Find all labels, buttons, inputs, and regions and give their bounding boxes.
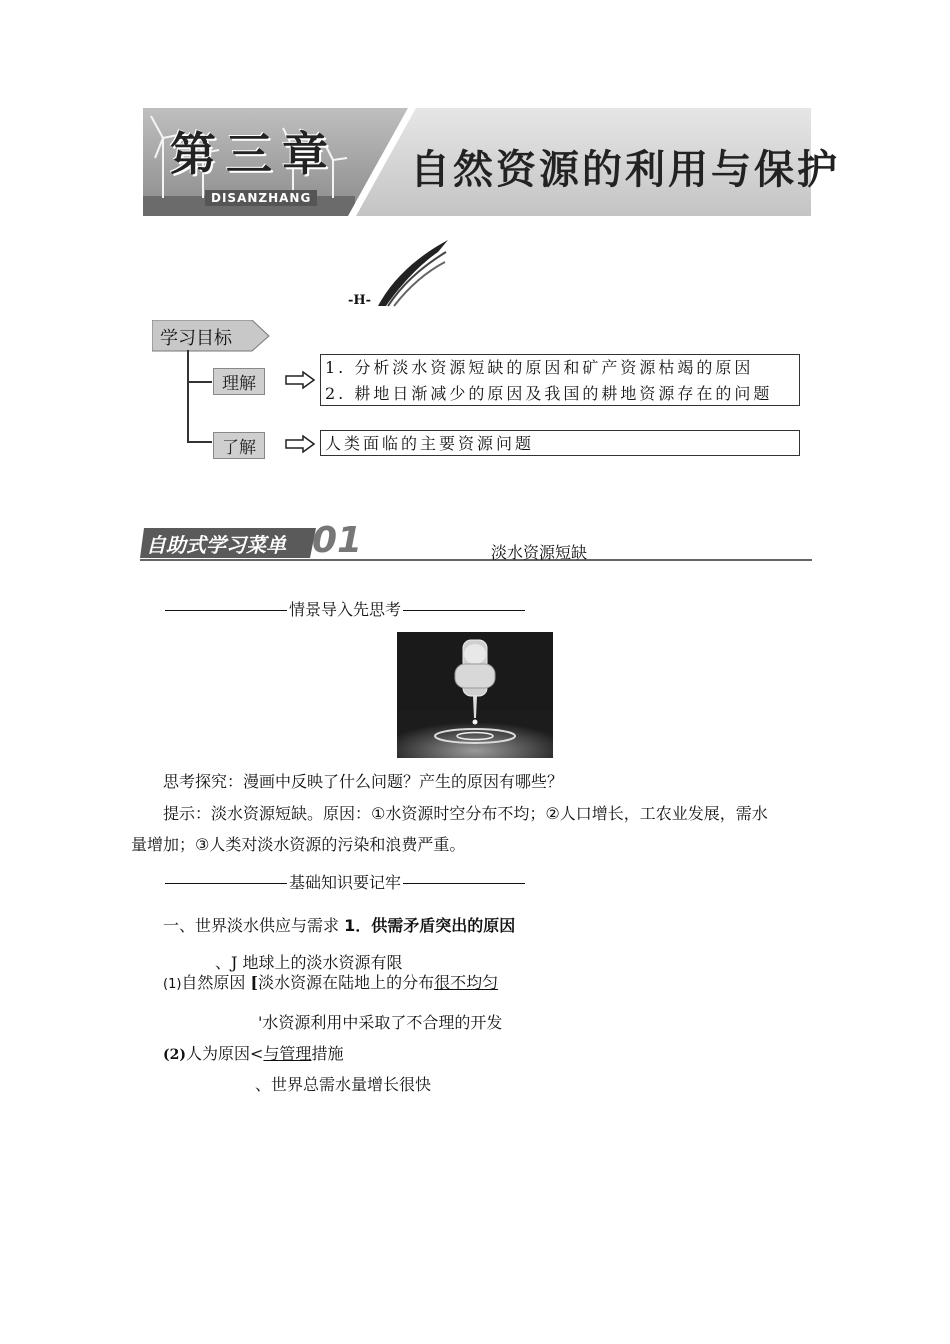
chapter-number-label: 第三章 — [170, 127, 338, 181]
section-title: 淡水资源短缺 — [491, 543, 588, 562]
basics-divider — [163, 872, 527, 894]
section-header-number: 01 — [312, 520, 363, 561]
objectives-header: 学习目标 — [160, 328, 232, 349]
basics-heading-prefix: 一、世界淡水供应与需求 — [163, 916, 345, 935]
outline-line-1: 、J 地球上的淡水资源有限 — [215, 953, 403, 972]
natural-cause-label: 自然原因 — [181, 973, 251, 992]
scene-divider-label: 情景导入先思考 — [289, 600, 402, 619]
logo-text: -H- — [348, 293, 372, 308]
outline-line-3: '水资源利用中采取了不合理的开发 — [258, 1013, 503, 1032]
natural-cause-text: 淡水资源在陆地上的分布 — [258, 973, 435, 992]
natural-cause-underlined: 很不均匀 — [434, 973, 499, 992]
know-tag: 了解 — [213, 432, 265, 459]
outline-num-2: (2) — [163, 1047, 186, 1063]
basics-divider-label: 基础知识要记牢 — [289, 873, 402, 892]
scene-divider — [163, 599, 527, 621]
basics-heading — [163, 915, 515, 937]
human-cause-label: 人为原因< — [186, 1044, 264, 1063]
outline-line-5: 、世界总需水量增长很快 — [255, 1075, 432, 1094]
right-arrow-icon — [285, 435, 315, 453]
hint-line-1: 提示：淡水资源短缺。原因：①水资源时空分布不均；②人口增长，工农业发展，需水 — [163, 804, 768, 823]
know-item: 人类面临的主要资源问题 — [325, 434, 535, 453]
human-cause-tail: 措施 — [311, 1044, 344, 1063]
bracket-glyph: [ — [250, 973, 259, 992]
right-arrow-icon — [285, 371, 315, 389]
water-bottle-cartoon-image — [397, 632, 553, 758]
chapter-pinyin: DISANZHANG — [205, 190, 317, 206]
outline-line-2 — [163, 972, 498, 996]
outline-num-1: (1) — [163, 977, 182, 992]
understand-box — [320, 354, 800, 406]
chapter-title: 自然资源的利用与保护 — [410, 147, 840, 193]
think-question: 思考探究：漫画中反映了什么问题？产生的原因有哪些？ — [163, 772, 564, 791]
outline-line-4 — [163, 1043, 343, 1066]
know-box — [320, 430, 800, 456]
understand-item: 2. 耕地日渐减少的原因及我国的耕地资源存在的问题 — [325, 384, 773, 403]
understand-tag: 理解 — [213, 368, 265, 395]
section-header-label: 自助式学习菜单 — [146, 533, 286, 557]
human-cause-underlined: 与管理 — [263, 1044, 312, 1063]
basics-heading-bold: 1．供需矛盾突出的原因 — [344, 916, 516, 935]
understand-item: 1. 分析淡水资源短缺的原因和矿产资源枯竭的原因 — [325, 358, 754, 377]
hint-line-2: 量增加；③人类对淡水资源的污染和浪费严重。 — [131, 835, 466, 854]
